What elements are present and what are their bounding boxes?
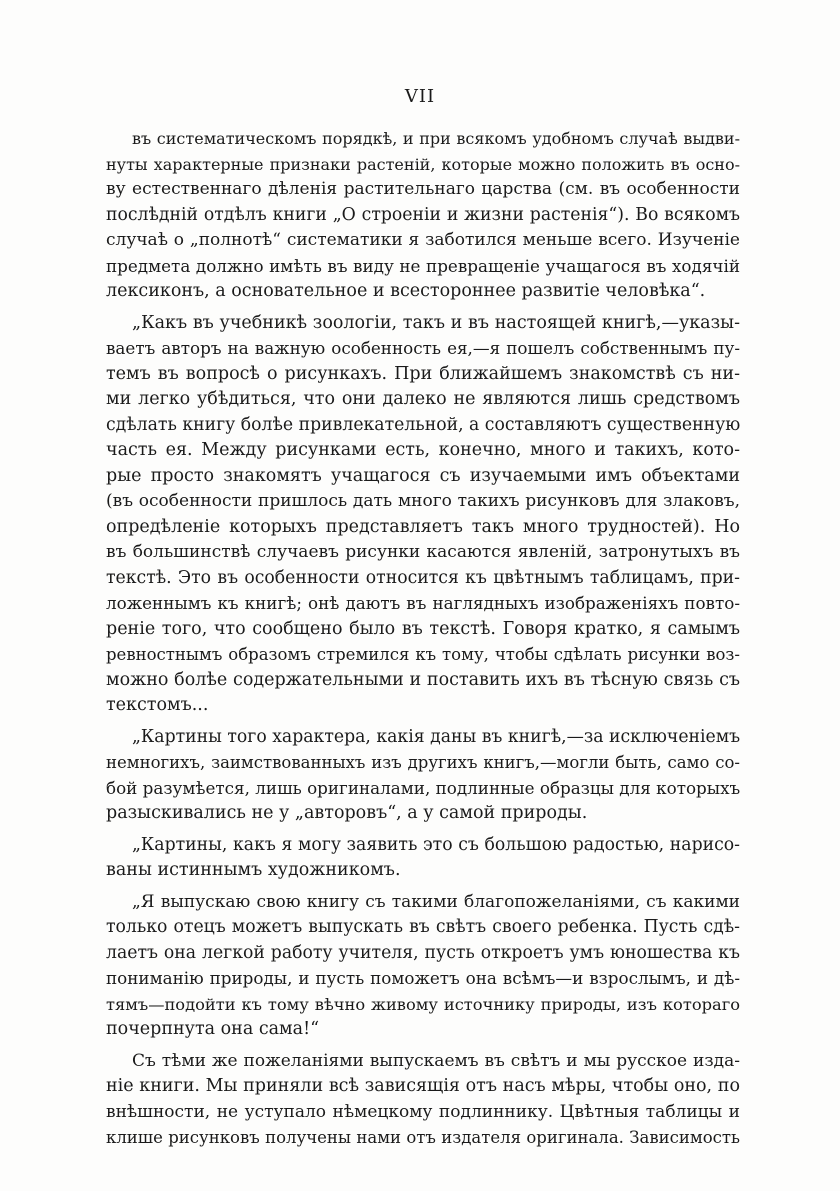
paragraph	[106, 890, 740, 1043]
text-line: „Я выпускаю свою книгу съ такими благопожеланіями, съ какими	[132, 891, 740, 912]
page-number: VII	[404, 86, 436, 107]
text-line: можно болѣе содержательными и поставить ихъ въ тѣсную связь съ	[106, 669, 740, 690]
text-line: текстѣ. Это въ особенности относится къ цвѣтнымъ таблицамъ, при-	[106, 567, 740, 588]
text-line: ву естественнаго дѣленія растительнаго царства (см. въ особенности	[106, 179, 740, 199]
text-line: послѣдній отдѣлъ книги „О строеніи и жизни растенія“). Во всякомъ	[106, 204, 740, 225]
text-line: ложеннымъ къ книгѣ; онѣ даютъ въ наглядныхъ изображеніяхъ повто-	[106, 593, 740, 613]
text-line: предмета должно имѣть въ виду не превращеніе учащагося въ ходячій	[106, 255, 740, 276]
text-line: случаѣ о „полнотѣ“ систематики я заботился меньше всего. Изученіе	[106, 230, 740, 250]
paragraph	[106, 1049, 740, 1151]
text-line: лексиконъ, а основательное и всестороннее развитіе человѣка“.	[106, 281, 706, 301]
paragraph	[106, 126, 740, 305]
text-line: пониманію природы, и пусть поможетъ она всѣмъ—и взрослымъ, и дѣ-	[106, 968, 740, 988]
text-line: (въ особенности пришлось дать много такихъ рисунковъ для злаковъ,	[106, 491, 740, 511]
text-line: ми легко убѣдиться, что они далеко не являются лишь средствомъ	[106, 389, 740, 409]
text-line: ваетъ авторъ на важную особенность ея,—я пошелъ собственнымъ пу-	[106, 338, 740, 358]
text-line: темъ въ вопросѣ о рисункахъ. При ближайшемъ знакомствѣ съ ни-	[106, 363, 740, 384]
text-line: немногихъ, заимствованныхъ изъ другихъ книгъ,—могли быть, само со-	[106, 753, 740, 772]
text-line: только отецъ можетъ выпускать въ свѣтъ своего ребенка. Пусть сдѣ-	[106, 917, 740, 937]
text-line: „Картины того характера, какія даны въ книгѣ,—за исключеніемъ	[132, 726, 741, 747]
text-line: ніе книги. Мы приняли всѣ зависящія отъ насъ мѣры, чтобы оно, по	[106, 1076, 740, 1096]
text-line: разыскивались не у „авторовъ“, а у самой природы.	[106, 803, 588, 823]
text-line: внѣшности, не уступало нѣмецкому подлиннику. Цвѣтныя таблицы и	[106, 1101, 740, 1122]
text-body	[106, 126, 740, 1151]
text-line: опредѣленіе которыхъ представляетъ такъ много трудностей). Но	[106, 516, 740, 537]
text-line: клише рисунковъ получены нами отъ издателя оригинала. Зависимость	[106, 1128, 740, 1147]
text-line: ревностнымъ образомъ стремился къ тому, чтобы сдѣлать рисунки воз-	[106, 645, 740, 664]
text-line: лаетъ она легкой работу учителя, пусть откроетъ умъ юношества къ	[106, 942, 740, 963]
text-line: почерпнута она сама!“	[106, 1019, 320, 1039]
paragraph	[106, 833, 740, 884]
text-line: тямъ—подойти къ тому вѣчно живому источнику природы, изъ котораго	[106, 994, 740, 1014]
paragraph	[106, 311, 740, 719]
text-line: текстомъ...	[106, 695, 209, 715]
text-line: Съ тѣми же пожеланіями выпускаемъ въ свѣтъ и мы русское изда-	[132, 1050, 740, 1071]
text-line: бой разумѣется, лишь оригиналами, подлинные образцы для которыхъ	[106, 777, 741, 798]
text-line: нуты характерные признаки растеній, которые можно положить въ осно-	[106, 154, 740, 174]
text-line: „Какъ въ учебникѣ зоологіи, такъ и въ настоящей книгѣ,—указы-	[132, 312, 740, 333]
text-line: реніе того, что сообщено было въ текстѣ. Говоря кратко, я самымъ	[106, 618, 740, 639]
text-line: въ систематическомъ порядкѣ, и при всякомъ удобномъ случаѣ выдви-	[132, 129, 740, 148]
text-line: сдѣлать книгу болѣе привлекательной, а составляютъ существенную	[106, 414, 741, 435]
text-line: „Картины, какъ я могу заявить это съ большою радостью, нарисо-	[132, 834, 740, 855]
text-line: рые просто знакомятъ учащагося съ изучаемыми имъ объектами	[106, 465, 740, 486]
text-line: въ большинствѣ случаевъ рисунки касаются явленій, затронутыхъ въ	[106, 542, 740, 562]
paragraph	[106, 725, 740, 827]
text-line: часть ея. Между рисунками есть, конечно, много и такихъ, кото-	[106, 440, 740, 460]
text-line: ваны истиннымъ художникомъ.	[106, 860, 401, 880]
